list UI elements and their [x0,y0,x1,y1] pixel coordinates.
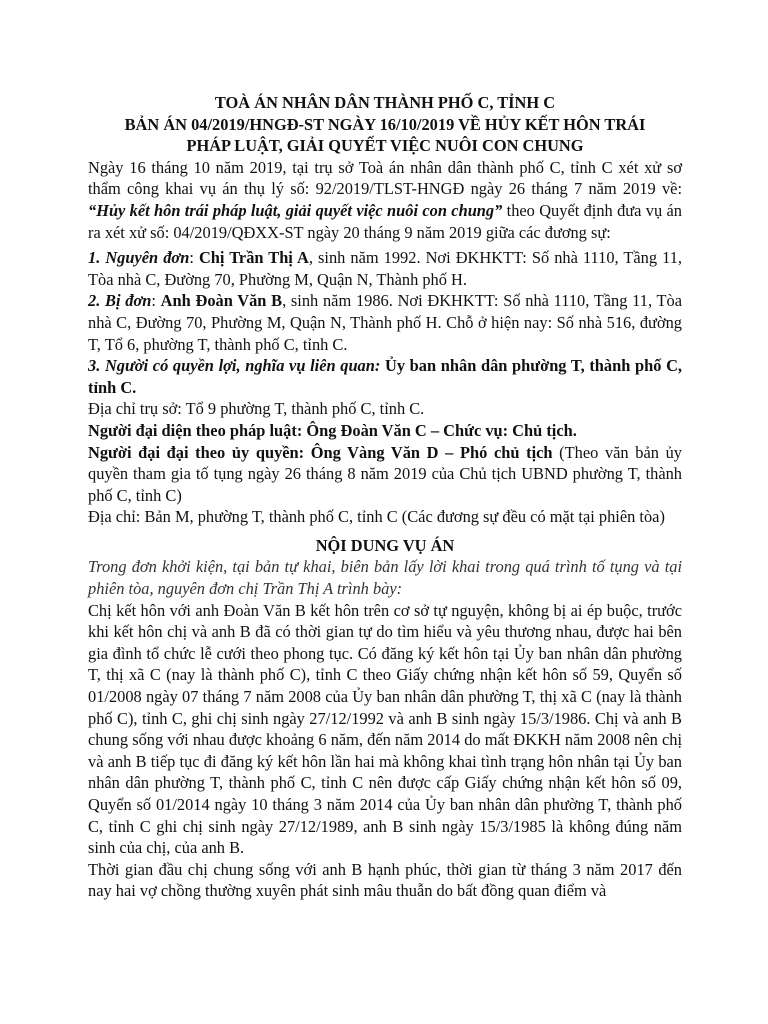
plaintiff-name: Chị Trần Thị A [198,248,309,268]
case-subject: “Hủy kết hôn trái pháp luật, giải quyết việc nuôi con chung” [88,200,503,220]
case-title-line-2: PHÁP LUẬT, GIẢI QUYẾT VIỆC NUÔI CON CHUNG [186,136,584,156]
party-address: Địa chỉ: Bản M, phường T, thành phố C, tỉnh C (Các đương sự đều có mặt tại phiên tòa) [88,507,665,527]
legal-representative: Người đại diện theo pháp luật: Ông Đoàn Văn C – Chức vụ: Chủ tịch. [88,420,577,440]
related-party-paragraph [88,355,682,398]
case-title-line-1: BẢN ÁN 04/2019/HNGĐ-ST NGÀY 16/10/2019 VỀ HỦY KẾT HÔN TRÁI [124,114,646,134]
body-paragraph-2: Thời gian đầu chị chung sống với anh B hạnh phúc, thời gian từ tháng 3 năm 2017 đến nay hai vợ chồng thường xuyên phát sinh mâu thuẫn do bất đồng quan điểm và [88,859,682,901]
court-name: TOÀ ÁN NHÂN DÂN THÀNH PHỐ C, TỈNH C [214,93,556,112]
defendant-label: 2. Bị đơn [88,291,152,311]
defendant-paragraph: 2. Bị đơn: Anh Đoàn Văn B, sinh năm 1986. Nơi ĐKHKTT: Số nhà 1110, Tầng 11, Tòa nhà C, Đường 70, Phường M, Quận N, Thành phố H. Chỗ ở hiện nay: Số nhà 516, đường T, Tổ 6, phường T, thành phố C, tỉnh C. [88,291,682,354]
defendant-name: Anh Đoàn Văn B [160,291,283,311]
related-party-address: Địa chỉ trụ sở: Tổ 9 phường T, thành phố C, tỉnh C. [88,399,425,419]
section-heading: NỘI DUNG VỤ ÁN [315,535,455,555]
opening-text-a: Ngày 16 tháng 10 năm 2019, tại trụ sở Toà án nhân dân thành phố C, tỉnh C xét xử sơ thẩm công khai vụ án thụ lý số: 92/2019/TLST-HNGĐ ngày 26 tháng 7 năm 2019 về: [88,157,682,199]
defendant-info: , sinh năm 1986. Nơi ĐKHKTT: Số nhà 1110, Tầng 11, Tòa nhà C, Đường 70, Phường M, Quận N, Thành phố H. Chỗ ở hiện nay: Số nhà 516, đường T, Tổ 6, phường T, thành phố C, tỉnh C. [88,291,682,354]
related-party-name: Ủy ban nhân dân phường T, thành phố C, tỉnh C. [88,356,683,397]
intro-statement: Trong đơn khởi kiện, tại bản tự khai, biên bản lấy lời khai trong quá trình tố tụng và tại phiên tòa, nguyên đơn chị Trần Thị A trình bày: [88,557,682,599]
authorized-rep-name: Người đại đại theo ủy quyền: Ông Vàng Văn D – Phó chủ tịch [88,442,553,462]
related-party-label: 3. Người có quyền lợi, nghĩa vụ liên quan: [88,356,381,376]
document-page [88,92,682,902]
plaintiff-info: , sinh năm 1992. Nơi ĐKHKTT: Số nhà 1110, Tầng 11, Tòa nhà C, Đường 70, Phường M, Quận N, Thành phố H. [88,248,682,289]
opening-paragraph [88,157,682,243]
plaintiff-paragraph: 1. Nguyên đơn: Chị Trần Thị A, sinh năm 1992. Nơi ĐKHKTT: Số nhà 1110, Tầng 11, Tòa nhà C, Đường 70, Phường M, Quận N, Thành phố H. [88,248,682,289]
plaintiff-label: 1. Nguyên đơn [88,248,190,268]
body-paragraph-1: Chị kết hôn với anh Đoàn Văn B kết hôn trên cơ sở tự nguyện, không bị ai ép buộc, trước khi kết hôn chị và anh B đã có thời gian tự do tìm hiểu và yêu thương nhau, được hai bên gia đình tổ chức lễ cưới theo phong tục. Có đăng ký kết hôn tại Ủy ban nhân dân phường T, thị xã C (nay là thành phố C), tỉnh C theo Giấy chứng nhận kết hôn số 59, Quyển số 01/2008 ngày 07 tháng 7 năm 2008 của Ủy ban nhân dân phường T, thị xã C (nay là thành phố C), tỉnh C, ghi chị sinh ngày 27/12/1992 và anh B sinh ngày 15/3/1986. Chị và anh B chung sống với nhau được khoảng 6 năm, đến năm 2014 do mất ĐKKH năm 2008 nên chị và anh B tiếp tục đi đăng ký kết hôn lần hai mà không khai tình trạng hôn nhân tại Ủy ban nhân dân phường T, thành phố C, tỉnh C nên được cấp Giấy chứng nhận kết hôn số 09, Quyển số 01/2014 ngày 10 tháng 3 năm 2014 của Ủy ban nhân dân phường T, thành phố C, tỉnh C ghi chị sinh ngày 27/12/1989, anh B sinh ngày 15/3/1985 là không đúng năm sinh của chị, của anh B. [88,600,682,858]
authorized-rep-details: (Theo văn bản ủy quyền tham gia tố tụng ngày 26 tháng 8 năm 2019 của Chủ tịch UBND phường T, thành phố C, tỉnh C) [88,442,682,505]
opening-text-b: theo Quyết định đưa vụ án ra xét xử số: 04/2019/QĐXX-ST ngày 20 tháng 9 năm 2019 giữa các đương sự: [88,200,682,242]
authorized-representative [88,442,682,507]
